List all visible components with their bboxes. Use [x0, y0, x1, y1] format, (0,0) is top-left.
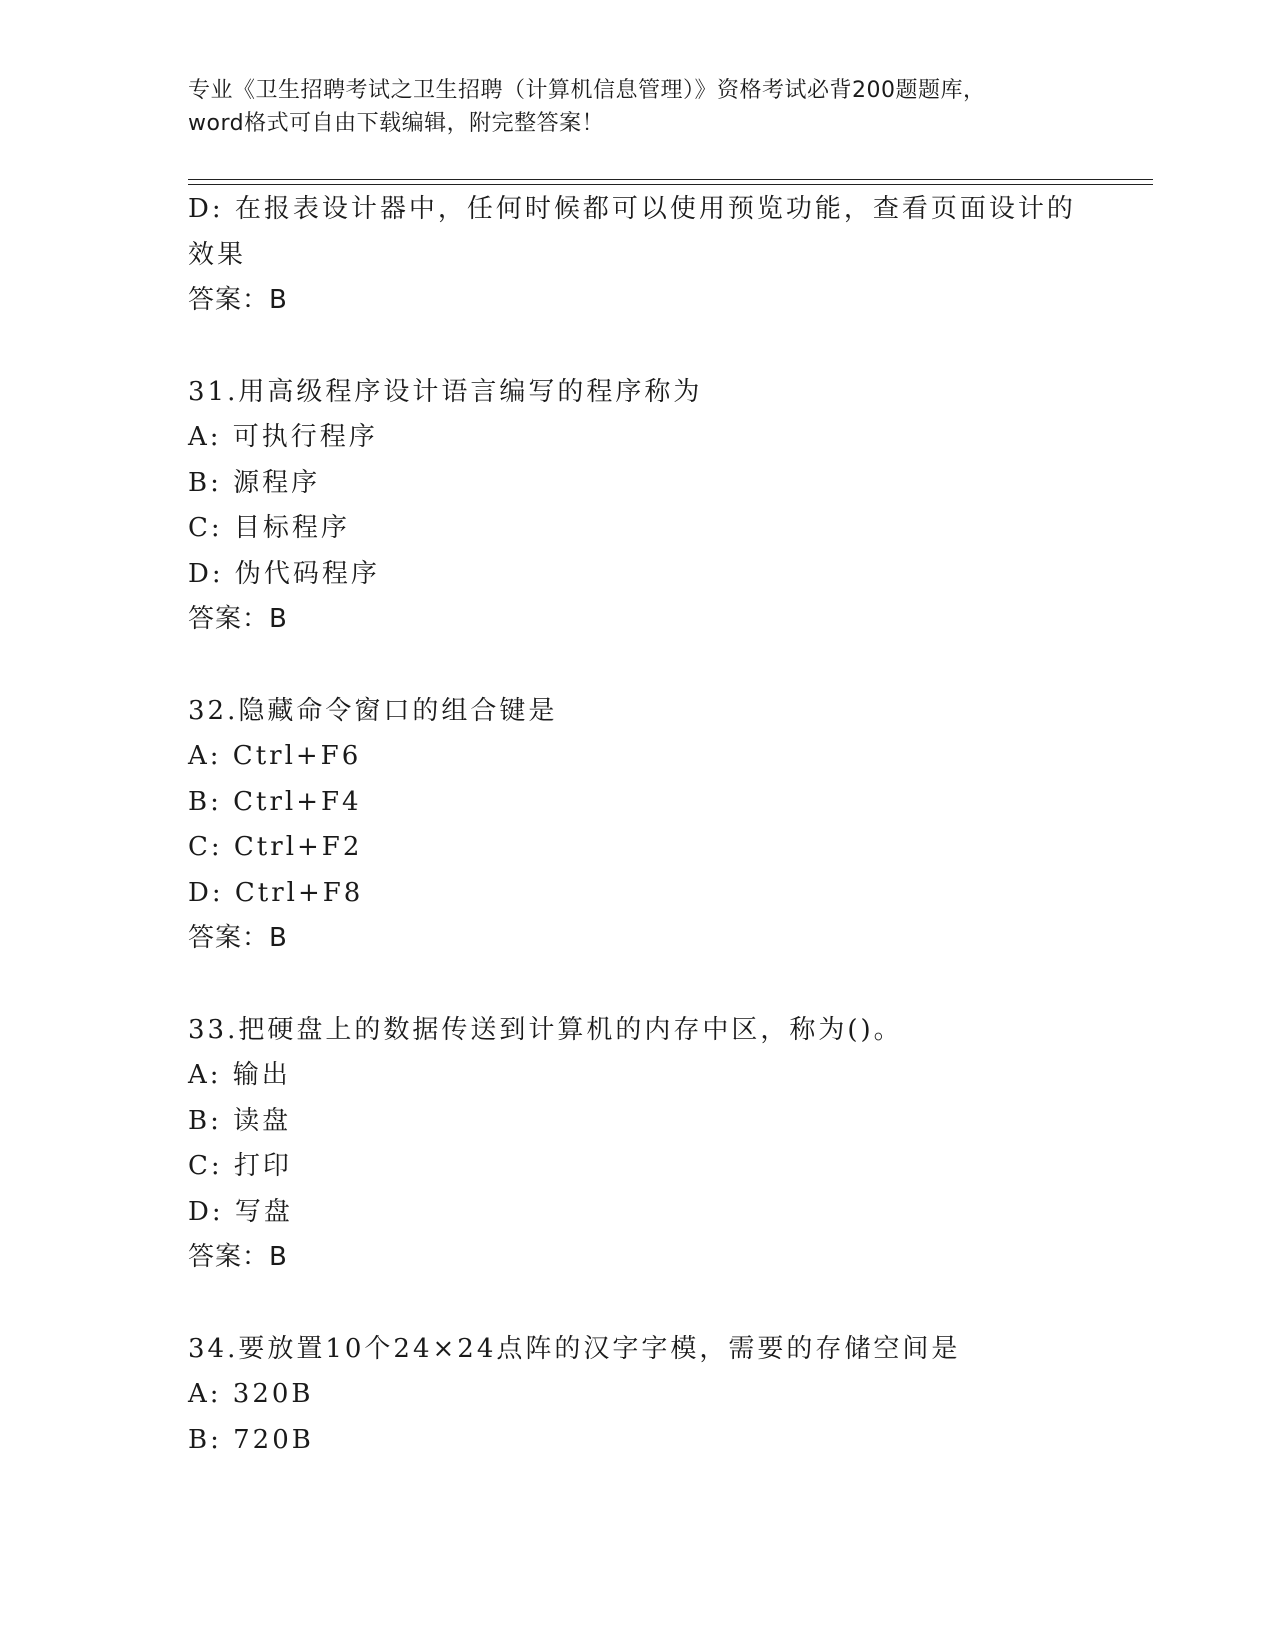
option-d: D: 伪代码程序 — [188, 558, 380, 589]
option-b: B: 720B — [188, 1424, 314, 1455]
option-a: A: Ctrl+F6 — [188, 741, 362, 771]
question-stem: 31.用高级程序设计语言编写的程序称为 — [188, 376, 703, 407]
answer: 答案：B — [188, 1242, 288, 1272]
question-32 — [188, 689, 1088, 962]
header-divider-top — [188, 179, 1153, 180]
question-stem: 33.把硬盘上的数据传送到计算机的内存中区，称为()。 — [188, 1014, 903, 1045]
header-divider-bottom — [188, 184, 1153, 185]
option-c: C: 打印 — [188, 1151, 292, 1181]
option-b: B: 源程序 — [188, 467, 321, 498]
option-c: C: 目标程序 — [188, 513, 350, 543]
option-b: B: 读盘 — [188, 1105, 292, 1136]
question-31 — [188, 370, 1088, 643]
answer: 答案：B — [188, 604, 288, 634]
option-a: A: 可执行程序 — [188, 422, 378, 452]
option-d: D: Ctrl+F8 — [188, 877, 364, 908]
option-d-continued: 效果 — [188, 239, 247, 270]
option-a: A: 320B — [188, 1379, 314, 1409]
option-a: A: 输出 — [188, 1060, 291, 1090]
option-d: D: 在报表设计器中，任何时候都可以使用预览功能，查看页面设计的 — [188, 194, 1076, 224]
answer: 答案：B — [188, 285, 288, 315]
question-33 — [188, 1008, 1088, 1281]
option-d: D: 写盘 — [188, 1196, 293, 1227]
previous-question-tail — [188, 187, 1088, 324]
question-list — [188, 187, 1088, 1463]
document-header — [188, 74, 1088, 140]
header-title-line-1: 专业《卫生招聘考试之卫生招聘（计算机信息管理）》资格考试必背200题题库， — [188, 78, 986, 103]
question-stem: 32.隐藏命令窗口的组合键是 — [188, 695, 558, 726]
option-b: B: Ctrl+F4 — [188, 786, 362, 817]
answer: 答案：B — [188, 923, 288, 953]
question-34 — [188, 1327, 1088, 1464]
header-title-line-2: word格式可自由下载编辑，附完整答案！ — [188, 111, 605, 136]
question-stem: 34.要放置10个24×24点阵的汉字字模，需要的存储空间是 — [188, 1333, 961, 1364]
option-c: C: Ctrl+F2 — [188, 832, 363, 862]
